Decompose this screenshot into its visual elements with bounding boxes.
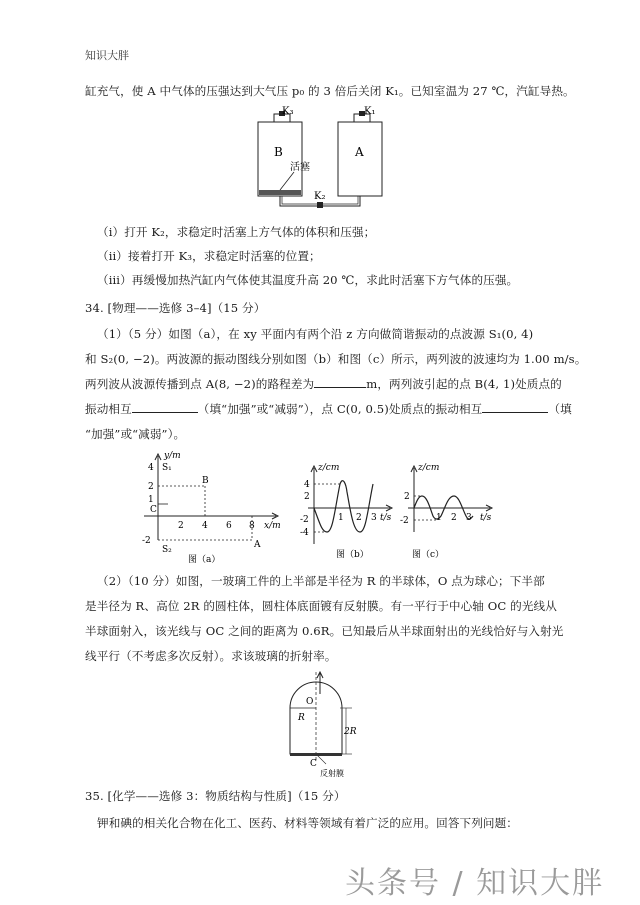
problem33-intro: 缸充气，使 A 中气体的压强达到大气压 p₀ 的 3 倍后关闭 K₁。已知室温为 27 ℃，汽缸导热。 <box>85 84 575 98</box>
fig-b-xlabel: t/s <box>380 513 392 523</box>
fig-a-ytick-4: 4 <box>148 463 154 473</box>
problem34-title: 34. [物理——选修 3–4]（15 分） <box>85 301 266 315</box>
fig-c-ylabel: z/cm <box>418 463 440 473</box>
fig-a-c: C <box>150 505 157 515</box>
figure-a <box>138 450 286 568</box>
problem34-part2-line4: 线平行（不考虑多次反射）。求该玻璃的折射率。 <box>85 649 337 663</box>
fig-b-ytick-2: 2 <box>304 492 310 502</box>
problem34-part2-line2: 是半径为 R、高位 2R 的圆柱体，圆柱体底面镀有反射膜。有一平行于中心轴 OC 的光线从 <box>85 599 557 613</box>
part1-line4-c: （填 <box>548 402 572 416</box>
fig-d-film: 反射膜 <box>320 769 344 778</box>
problem34-part1-line5: “加强”或“减弱”）。 <box>85 427 186 441</box>
problem34-part2-line3: 半球面射入，该光线与 OC 之间的距离为 0.6R。已知最后从半球面射出的光线恰好与入射光 <box>85 624 564 638</box>
fig-a-a: A <box>254 540 261 550</box>
problem35-intro: 钾和碘的相关化合物在化工、医药、材料等领域有着广泛的应用。回答下列问题： <box>97 816 518 830</box>
fig-a-caption: 图（a） <box>188 555 221 565</box>
cylinder-b <box>258 122 302 196</box>
problem35-title: 35. [化学——选修 3：物质结构与性质]（15 分） <box>85 789 346 803</box>
fig-b-xtick-1: 1 <box>338 513 344 523</box>
problem34-part1-line4 <box>85 401 572 417</box>
fig-a-ylabel: y/m <box>164 451 181 461</box>
fig-a-xtick-2: 2 <box>178 521 184 531</box>
piston <box>259 190 301 195</box>
part1-line4-b: （填“加强”或“减弱”），点 C(0, 0.5)处质点的振动相互 <box>197 402 483 416</box>
page-header: 知识大胖 <box>85 49 129 62</box>
fig-b-ytick-4: 4 <box>304 480 310 490</box>
fig-a-s2: S₂ <box>162 545 172 555</box>
fig-a-s1: S₁ <box>162 463 172 473</box>
fig-c-ytick-2: 2 <box>404 492 410 502</box>
part1-line3-a: 两列波从波源传播到点 A(8, −2)的路程差为 <box>85 377 315 391</box>
fig-c-caption: 图（c） <box>412 550 445 560</box>
answer-blank-3[interactable] <box>482 401 548 413</box>
fig-c-xtick-1: 1 <box>436 513 442 523</box>
watermark: 头条号 / 知识大胖 <box>345 866 605 901</box>
problem34-part2-line1: （2）（10 分）如图，一玻璃工件的上半部是半径为 R 的半球体，O 点为球心；下半部 <box>97 574 545 588</box>
fig-a-ytick-1: 1 <box>148 495 154 505</box>
label-k1: K₁ <box>364 106 376 117</box>
valve-k2 <box>317 202 323 208</box>
fig-a-xtick-4: 4 <box>202 521 208 531</box>
glass-figure <box>280 668 360 780</box>
fig-d-o: O <box>306 697 314 707</box>
problem33-q3: （iii）再缓慢加热汽缸内气体使其温度升高 20 ℃，求此时活塞下方气体的压强。 <box>97 273 519 287</box>
reflective-film <box>290 753 342 756</box>
fig-d-r: R <box>298 713 305 723</box>
label-k2: K₂ <box>314 191 326 202</box>
fig-b-xtick-2: 2 <box>356 513 362 523</box>
fig-c-xtick-3: 3 <box>466 513 472 523</box>
fig-a-xlabel: x/m <box>264 521 281 531</box>
fig-c-ytick-neg2: -2 <box>400 516 409 526</box>
cylinder-figure <box>250 106 400 212</box>
fig-a-xtick-6: 6 <box>226 521 232 531</box>
problem34-part1-line1: （1）（5 分）如图（a），在 xy 平面内有两个沿 z 方向做简谐振动的点波源 S₁(0, 4) <box>97 327 534 341</box>
figure-c <box>398 462 498 562</box>
fig-b-curve <box>314 481 373 532</box>
fig-b-ytick-neg2: -2 <box>300 515 309 525</box>
fig-a-xtick-8: 8 <box>249 521 255 531</box>
cylinder-a <box>338 122 382 196</box>
fig-a-ytick-2: 2 <box>148 482 154 492</box>
fig-b-ytick-neg4: -4 <box>300 528 309 538</box>
problem33-q1: （i）打开 K₂，求稳定时活塞上方气体的体积和压强； <box>97 225 376 239</box>
fig-a-b: B <box>202 476 209 486</box>
label-k3: K₃ <box>282 106 294 117</box>
problem34-part1-line2: 和 S₂(0, −2)。两波源的振动图线分别如图（b）和图（c）所示，两列波的波速均为 1.00 m/s。 <box>85 352 587 366</box>
fig-b-xtick-3: 3 <box>371 513 377 523</box>
part1-line4-a: 振动相互 <box>85 402 132 416</box>
label-piston: 活塞 <box>290 162 310 173</box>
fig-b-ylabel: z/cm <box>318 463 340 473</box>
answer-blank-2[interactable] <box>132 401 198 413</box>
label-b: B <box>274 145 283 159</box>
fig-a-ytick-neg2: -2 <box>142 536 151 546</box>
problem34-part1-line3 <box>85 376 562 392</box>
fig-d-2r: 2R <box>344 727 357 737</box>
fig-d-c: C <box>310 759 317 769</box>
problem33-q2: （ii）接着打开 K₃，求稳定时活塞的位置； <box>97 249 321 263</box>
figure-b <box>298 462 398 562</box>
part1-line3-b: m，两列波引起的点 B(4, 1)处质点的 <box>366 377 562 391</box>
fig-b-caption: 图（b） <box>336 550 369 560</box>
fig-c-xtick-2: 2 <box>451 513 457 523</box>
fig-c-xlabel: t/s <box>480 513 492 523</box>
label-a: A <box>355 145 364 159</box>
answer-blank-1[interactable] <box>314 376 366 388</box>
